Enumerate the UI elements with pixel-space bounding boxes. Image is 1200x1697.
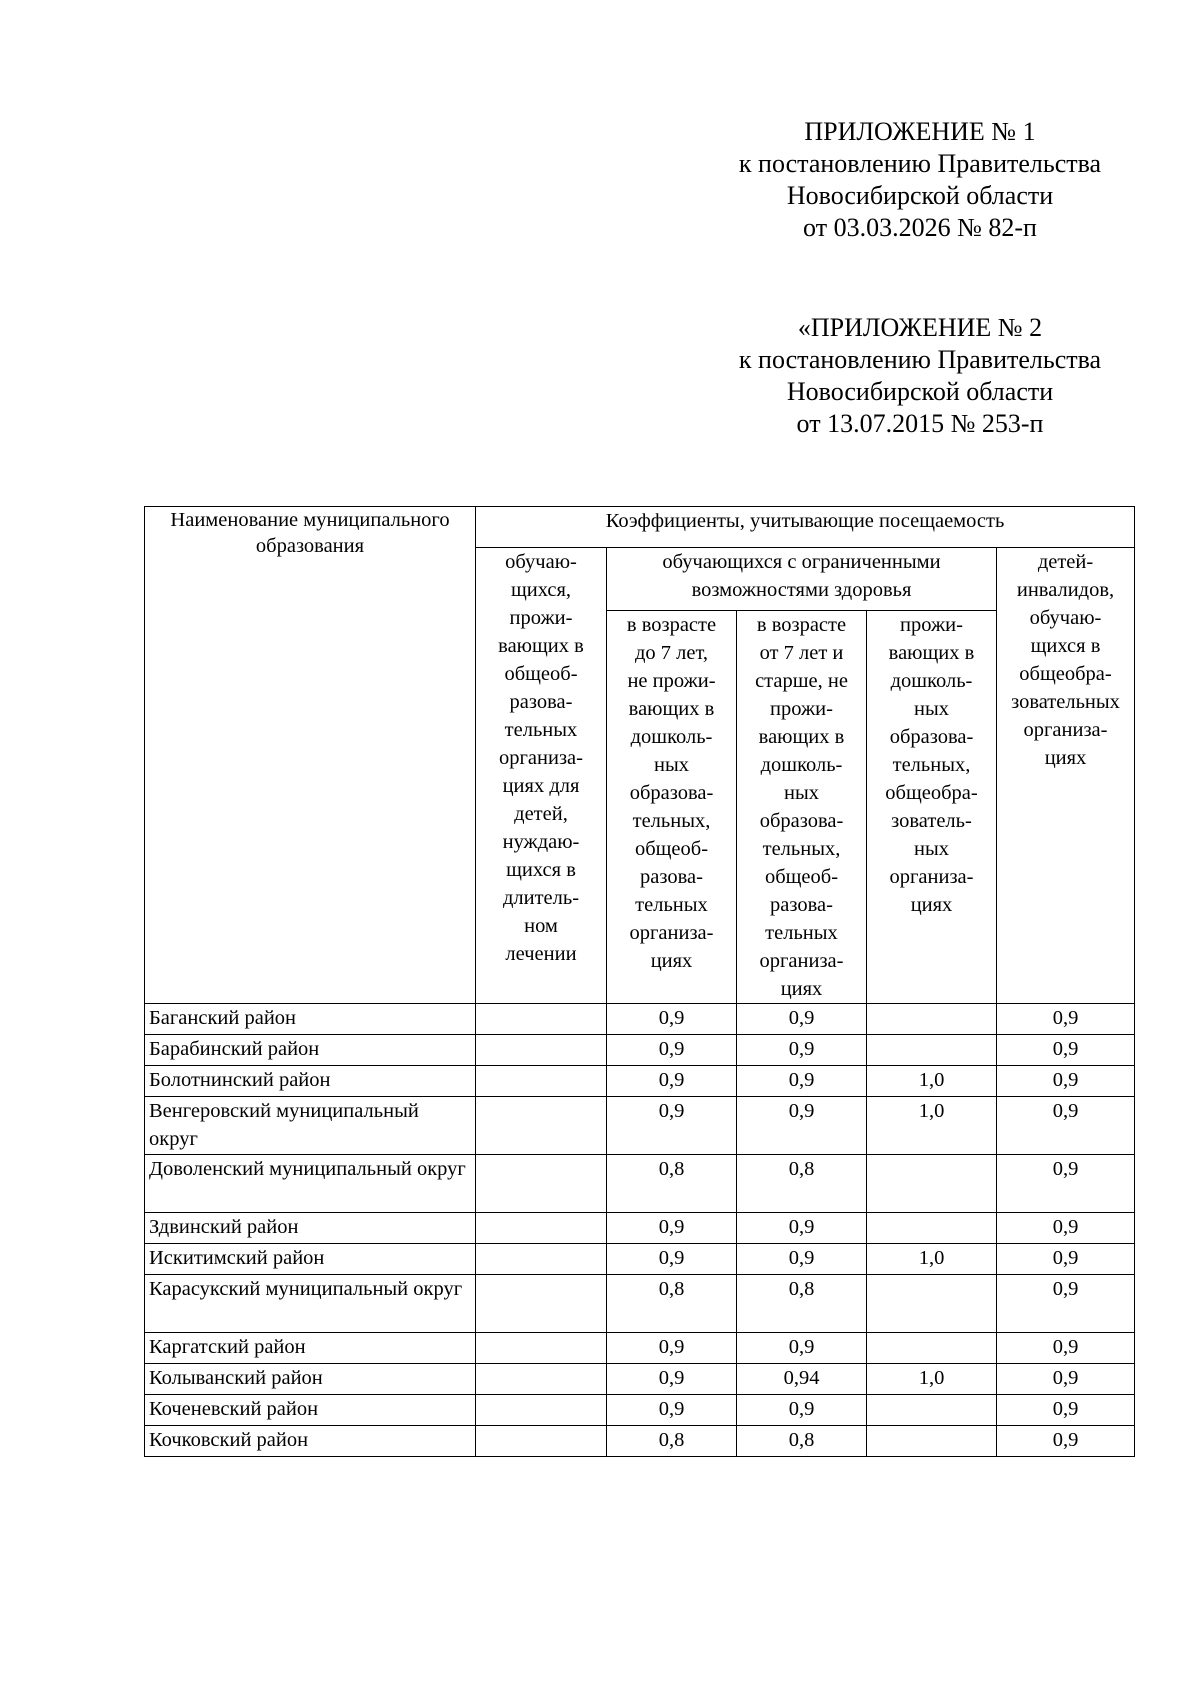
disabled-children-cell: 0,9 [997,1066,1135,1097]
municipality-name-cell: Кочковский район [145,1426,476,1457]
disabled-children-cell: 0,9 [997,1244,1135,1275]
long-treatment-cell [476,1275,607,1333]
ovz-under-7-cell: 0,9 [607,1066,737,1097]
disabled-children-cell: 0,9 [997,1275,1135,1333]
long-treatment-cell [476,1244,607,1275]
ovz-residing-cell: 1,0 [867,1244,997,1275]
ovz-under-7-cell: 0,9 [607,1333,737,1364]
table-row [145,1213,1135,1244]
appendix-2-date-number: от 13.07.2015 № 253-п [796,409,1044,438]
table-body [145,1004,1135,1457]
long-treatment-cell [476,1333,607,1364]
disabled-children-cell: 0,9 [997,1097,1135,1155]
long-treatment-cell [476,1066,607,1097]
ovz-under-7-cell: 0,9 [607,1395,737,1426]
ovz-7-plus-cell: 0,8 [737,1155,867,1213]
municipality-name-cell: Карасукский муниципальный округ [145,1275,476,1333]
table-row [145,1275,1135,1333]
ovz-7-plus-cell: 0,9 [737,1097,867,1155]
long-treatment-cell [476,1035,607,1066]
column-header-disabled-children: детей- инвалидов, обучаю- щихся в общеобра- зовательных организа- циях [997,548,1135,1004]
appendix-2-title: «ПРИЛОЖЕНИЕ № 2 [797,313,1043,342]
ovz-under-7-cell: 0,9 [607,1213,737,1244]
municipality-name-cell: Болотнинский район [145,1066,476,1097]
long-treatment-cell [476,1004,607,1035]
coefficients-table [144,506,1135,1457]
disabled-children-cell: 0,9 [997,1333,1135,1364]
ovz-7-plus-cell: 0,9 [737,1395,867,1426]
table-row [145,1035,1135,1066]
ovz-7-plus-cell: 0,94 [737,1364,867,1395]
ovz-7-plus-cell: 0,9 [737,1213,867,1244]
municipality-name-cell: Коченевский район [145,1395,476,1426]
table-row [145,1004,1135,1035]
appendix-2-region: Новосибирской области [786,377,1054,406]
appendix-1-date-number: от 03.03.2026 № 82-п [803,213,1037,242]
ovz-residing-cell [867,1275,997,1333]
municipality-name-cell: Баганский район [145,1004,476,1035]
ovz-under-7-cell: 0,9 [607,1004,737,1035]
column-header-name: Наименование муниципального образования [145,507,476,1004]
table-row [145,1364,1135,1395]
ovz-under-7-cell: 0,8 [607,1275,737,1333]
ovz-residing-cell [867,1333,997,1364]
municipality-name-cell: Доволенский муниципальный округ [145,1155,476,1213]
table-row [145,1426,1135,1457]
table-row [145,1395,1135,1426]
column-header-long-treatment: обучаю- щихся, прожи- вающих в общеоб- разова- тельных организа- циях для детей, нуждаю- щихся в длитель- ном лечении [476,548,607,1004]
disabled-children-cell: 0,9 [997,1426,1135,1457]
long-treatment-cell [476,1364,607,1395]
table-row [145,1066,1135,1097]
ovz-under-7-cell: 0,9 [607,1364,737,1395]
disabled-children-cell: 0,9 [997,1155,1135,1213]
ovz-residing-cell [867,1035,997,1066]
ovz-residing-cell: 1,0 [867,1066,997,1097]
ovz-7-plus-cell: 0,8 [737,1426,867,1457]
long-treatment-cell [476,1213,607,1244]
appendix-1-title: ПРИЛОЖЕНИЕ № 1 [804,117,1036,146]
table-row [145,1097,1135,1155]
ovz-7-plus-cell: 0,9 [737,1333,867,1364]
ovz-7-plus-cell: 0,9 [737,1004,867,1035]
long-treatment-cell [476,1097,607,1155]
appendix-2-resolution: к постановлению Правительства [738,345,1102,374]
ovz-under-7-cell: 0,8 [607,1426,737,1457]
table-row [145,1244,1135,1275]
disabled-children-cell: 0,9 [997,1035,1135,1066]
long-treatment-cell [476,1155,607,1213]
ovz-under-7-cell: 0,9 [607,1244,737,1275]
table-row [145,1333,1135,1364]
disabled-children-cell: 0,9 [997,1004,1135,1035]
disabled-children-cell: 0,9 [997,1364,1135,1395]
long-treatment-cell [476,1426,607,1457]
ovz-residing-cell [867,1395,997,1426]
municipality-name-cell: Искитимский район [145,1244,476,1275]
ovz-residing-cell: 1,0 [867,1364,997,1395]
column-header-ovz-7-plus: в возрасте от 7 лет и старше, не прожи- вающих в дошколь- ных образова- тельных, общеоб- разова- тельных организа- циях [737,611,867,1004]
ovz-residing-cell [867,1426,997,1457]
ovz-7-plus-cell: 0,9 [737,1066,867,1097]
ovz-residing-cell [867,1004,997,1035]
municipality-name-cell: Барабинский район [145,1035,476,1066]
ovz-under-7-cell: 0,9 [607,1035,737,1066]
appendix-1-header [690,116,1150,244]
disabled-children-cell: 0,9 [997,1395,1135,1426]
table-row [145,1155,1135,1213]
column-header-ovz-residing: прожи- вающих в дошколь- ных образова- тельных, общеобра- зователь- ных организа- циях [867,611,997,1004]
disabled-children-cell: 0,9 [997,1213,1135,1244]
column-header-ovz-under-7: в возрасте до 7 лет, не прожи- вающих в дошколь- ных образова- тельных, общеоб- разова- тельных организа- циях [607,611,737,1004]
ovz-7-plus-cell: 0,8 [737,1275,867,1333]
appendix-2-header [690,312,1150,440]
municipality-name-cell: Каргатский район [145,1333,476,1364]
ovz-residing-cell [867,1213,997,1244]
ovz-7-plus-cell: 0,9 [737,1244,867,1275]
municipality-name-cell: Здвинский район [145,1213,476,1244]
municipality-name-cell: Венгеровский муниципальный округ [145,1097,476,1155]
column-header-ovz: обучающихся с ограниченными возможностями здоровья [607,548,997,611]
column-header-coefficients: Коэффициенты, учитывающие посещаемость [476,507,1135,548]
municipality-name-cell: Колыванский район [145,1364,476,1395]
appendix-1-region: Новосибирской области [786,181,1054,210]
ovz-under-7-cell: 0,9 [607,1097,737,1155]
ovz-residing-cell: 1,0 [867,1097,997,1155]
long-treatment-cell [476,1395,607,1426]
ovz-7-plus-cell: 0,9 [737,1035,867,1066]
appendix-1-resolution: к постановлению Правительства [738,149,1102,178]
ovz-under-7-cell: 0,8 [607,1155,737,1213]
ovz-residing-cell [867,1155,997,1213]
